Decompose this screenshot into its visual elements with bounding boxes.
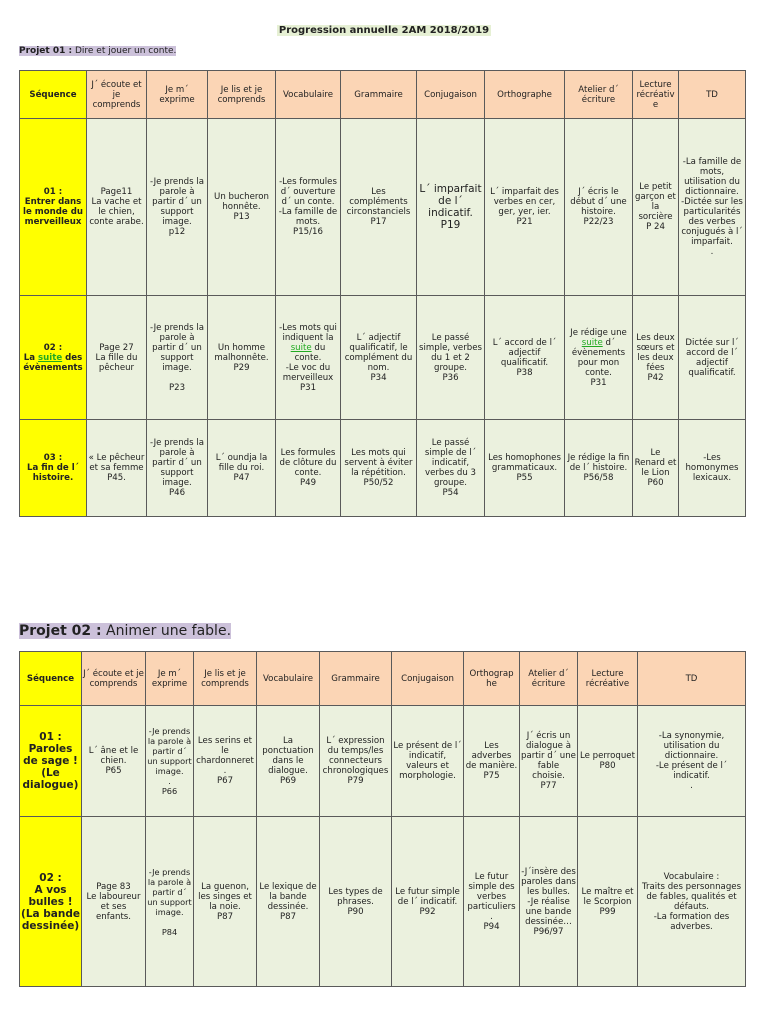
header-atelier: Atelier d´ écriture <box>565 71 633 119</box>
td-cell: Dictée sur l´ accord de l´ adjectif qualificatif. <box>679 296 746 420</box>
atelier-cell: J´ écris un dialogue à partir d´ une fable choisie. P77 <box>520 706 578 817</box>
sequence-title-post: des évènements <box>23 352 83 373</box>
table-row <box>20 817 746 987</box>
header-grammaire: Grammaire <box>341 71 417 119</box>
atelier-cell <box>565 296 633 420</box>
td-cell: Vocabulaire : Traits des personnages de fables, qualités et défauts. -La formation des adverbes. <box>638 817 746 987</box>
vocabulaire-cell: -Les formules d´ ouverture d´ un conte. -La famille de mots. P15/16 <box>276 119 341 296</box>
table-row <box>20 420 746 517</box>
atelier-cell: Je rédige la fin de l´ histoire. P56/58 <box>565 420 633 517</box>
grammaire-cell: Les mots qui servent à éviter la répétition. P50/52 <box>341 420 417 517</box>
orthographe-cell: L´ imparfait des verbes en cer, ger, yer, ier. P21 <box>485 119 565 296</box>
header-exprime: Je m´ exprime <box>146 652 194 706</box>
projet-01-name: Dire et jouer un conte. <box>72 46 177 56</box>
lecture-cell: Le petit garçon et la sorcière P 24 <box>633 119 679 296</box>
table-header-row <box>20 652 746 706</box>
header-grammaire: Grammaire <box>320 652 392 706</box>
ecoute-cell: L´ âne et le chien. P65 <box>82 706 146 817</box>
table-row <box>20 119 746 296</box>
sequence-title-pre: La <box>23 352 39 363</box>
document-title: Progression annuelle 2AM 2018/2019 <box>278 25 490 36</box>
suite-link[interactable]: suite <box>581 337 603 348</box>
td-cell: -Les homonymes lexicaux. <box>679 420 746 517</box>
header-lecture: Lecture récréative <box>633 71 679 119</box>
lis-cell: La guenon, les singes et la noie. P87 <box>194 817 257 987</box>
projet-01-table <box>19 70 746 517</box>
vocabulaire-post: du conte. -Le voc du merveilleux P31 <box>282 342 334 393</box>
conjugaison-cell: Le passé simple de l´ indicatif, verbes du 3 groupe. P54 <box>417 420 485 517</box>
grammaire-cell: L´ expression du temps/les connecteurs chronologiques P79 <box>320 706 392 817</box>
orthographe-cell: Le futur simple des verbes particuliers . P94 <box>464 817 520 987</box>
lis-cell: Un bucheron honnête. P13 <box>208 119 276 296</box>
conjugaison-cell: Le futur simple de l´ indicatif. P92 <box>392 817 464 987</box>
vocabulaire-cell: Les formules de clôture du conte. P49 <box>276 420 341 517</box>
exprime-cell: -Je prends la parole à partir d´ un support image. P23 <box>147 296 208 420</box>
header-exprime: Je m´ exprime <box>147 71 208 119</box>
projet-02-heading <box>19 623 231 639</box>
header-sequence: Séquence <box>20 71 87 119</box>
table-row <box>20 706 746 817</box>
header-td: TD <box>679 71 746 119</box>
header-conjugaison: Conjugaison <box>392 652 464 706</box>
header-lis: Je lis et je comprends <box>194 652 257 706</box>
atelier-pre: Je rédige une <box>570 327 627 338</box>
sequence-cell: 03 : La fin de l´ histoire. <box>20 420 87 517</box>
projet-02-name: Animer une fable. <box>101 623 232 639</box>
exprime-cell: -Je prends la parole à partir d´ un support image. P84 <box>146 817 194 987</box>
grammaire-cell: L´ adjectif qualificatif, le complément du nom. P34 <box>341 296 417 420</box>
suite-link[interactable]: suite <box>290 342 312 353</box>
table-row <box>20 296 746 420</box>
orthographe-cell: Les homophones grammaticaux. P55 <box>485 420 565 517</box>
vocabulaire-cell: La ponctuation dans le dialogue. P69 <box>257 706 320 817</box>
projet-01-heading <box>19 46 176 56</box>
header-ecoute: J´ écoute et je comprends <box>87 71 147 119</box>
header-orthographe: Orthograp he <box>464 652 520 706</box>
table-header-row <box>20 71 746 119</box>
sequence-number: 02 : <box>43 342 63 353</box>
sequence-cell: 02 : A vos bulles ! (La bande dessinée) <box>20 817 82 987</box>
orthographe-cell: Les adverbes de manière. P75 <box>464 706 520 817</box>
lis-cell: L´ oundja la fille du roi. P47 <box>208 420 276 517</box>
projet-01-label: Projet 01 : <box>19 46 73 56</box>
header-sequence: Séquence <box>20 652 82 706</box>
vocabulaire-pre: -Les mots qui indiquent la <box>279 322 337 343</box>
vocabulaire-cell <box>276 296 341 420</box>
header-vocabulaire: Vocabulaire <box>257 652 320 706</box>
grammaire-cell: Les types de phrases. P90 <box>320 817 392 987</box>
header-vocabulaire: Vocabulaire <box>276 71 341 119</box>
atelier-cell: -J´insère des paroles dans les bulles. -Je réalise une bande dessinée… P96/97 <box>520 817 578 987</box>
exprime-cell: -Je prends la parole à partir d´ un support image. p12 <box>147 119 208 296</box>
sequence-cell <box>20 296 87 420</box>
ecoute-cell: « Le pêcheur et sa femme P45. <box>87 420 147 517</box>
lis-cell: Les serins et le chardonneret. P67 <box>194 706 257 817</box>
ecoute-cell: Page11 La vache et le chien, conte arabe. <box>87 119 147 296</box>
exprime-cell: -Je prends la parole à partir d´ un support image. P46 <box>147 420 208 517</box>
grammaire-cell: Les compléments circonstanciels P17 <box>341 119 417 296</box>
orthographe-cell: L´ accord de l´ adjectif qualificatif. P38 <box>485 296 565 420</box>
exprime-cell: -Je prends la parole à partir d´ un support image. . P66 <box>146 706 194 817</box>
td-cell: -La famille de mots, utilisation du dictionnaire. -Dictée sur les particularités des verbes conjugués à l´ imparfait. . <box>679 119 746 296</box>
td-cell: -La synonymie, utilisation du dictionnaire. -Le présent de l´ indicatif. . <box>638 706 746 817</box>
lis-cell: Un homme malhonnête. P29 <box>208 296 276 420</box>
lecture-cell: Les deux sœurs et les deux fées P42 <box>633 296 679 420</box>
header-atelier: Atelier d´ écriture <box>520 652 578 706</box>
header-conjugaison: Conjugaison <box>417 71 485 119</box>
header-orthographe: Orthographe <box>485 71 565 119</box>
sequence-cell: 01 : Paroles de sage ! (Le dialogue) <box>20 706 82 817</box>
lecture-cell: Le Renard et le Lion P60 <box>633 420 679 517</box>
atelier-post: d´ évènements pour mon conte. P31 <box>571 337 626 388</box>
header-td: TD <box>638 652 746 706</box>
projet-02-label: Projet 02 : <box>19 623 102 639</box>
header-lis: Je lis et je comprends <box>208 71 276 119</box>
suite-link[interactable]: suite <box>38 352 63 363</box>
ecoute-cell: Page 83 Le laboureur et ses enfants. <box>82 817 146 987</box>
conjugaison-cell: Le passé simple, verbes du 1 et 2 groupe. P36 <box>417 296 485 420</box>
conjugaison-cell: L´ imparfait de l´ indicatif. P19 <box>417 119 485 296</box>
ecoute-cell: Page 27 La fille du pêcheur <box>87 296 147 420</box>
atelier-cell: J´ écris le début d´ une histoire. P22/23 <box>565 119 633 296</box>
lecture-cell: Le perroquet P80 <box>578 706 638 817</box>
projet-02-table <box>19 651 746 987</box>
vocabulaire-cell: Le lexique de la bande dessinée. P87 <box>257 817 320 987</box>
conjugaison-cell: Le présent de l´ indicatif, valeurs et morphologie. <box>392 706 464 817</box>
header-ecoute: J´ écoute et je comprends <box>82 652 146 706</box>
header-lecture: Lecture récréative <box>578 652 638 706</box>
lecture-cell: Le maître et le Scorpion P99 <box>578 817 638 987</box>
sequence-cell: 01 : Entrer dans le monde du merveilleux <box>20 119 87 296</box>
